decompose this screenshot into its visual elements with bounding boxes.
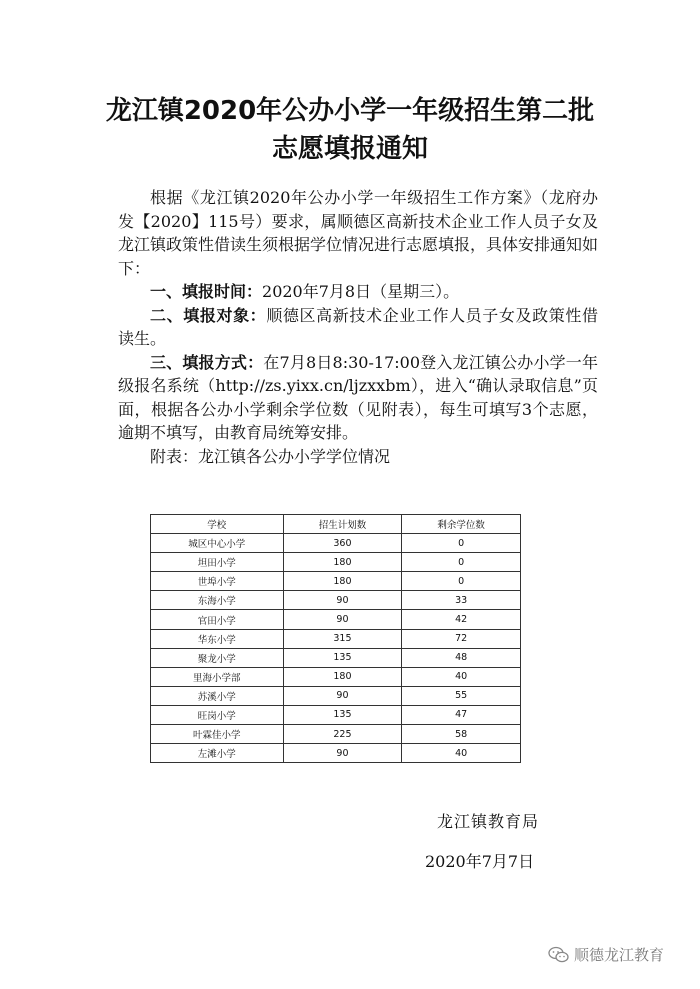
notice-body [118, 186, 598, 468]
cell-remaining: 0 [402, 553, 521, 572]
cell-remaining: 0 [402, 534, 521, 553]
cell-remaining: 55 [402, 686, 521, 705]
table-row [151, 648, 521, 667]
section-target [118, 304, 598, 351]
table-row [151, 744, 521, 763]
cell-remaining: 40 [402, 667, 521, 686]
cell-school: 聚龙小学 [151, 648, 284, 667]
wechat-icon [548, 946, 570, 964]
cell-plan: 180 [283, 667, 402, 686]
issuer-signature: 龙江镇教育局 [437, 812, 540, 831]
cell-remaining: 72 [402, 629, 521, 648]
cell-school: 叶霖佳小学 [151, 725, 284, 744]
table-row [151, 629, 521, 648]
cell-school: 华东小学 [151, 629, 284, 648]
title-line-1: 龙江镇2020年公办小学一年级招生第二批 [105, 96, 595, 126]
section-method-label: 三、填报方式： [150, 352, 264, 372]
cell-remaining: 48 [402, 648, 521, 667]
section-method [118, 351, 598, 445]
table-row [151, 686, 521, 705]
title-line-2: 志愿填报通知 [271, 134, 428, 164]
cell-plan: 315 [283, 629, 402, 648]
wechat-watermark [548, 944, 664, 965]
table-row [151, 534, 521, 553]
cell-remaining: 0 [402, 572, 521, 591]
section-time-label: 一、填报时间： [150, 282, 263, 301]
issue-date: 2020年7月7日 [425, 852, 535, 871]
cell-school: 东海小学 [151, 591, 284, 610]
header-school: 学校 [151, 515, 284, 534]
cell-school: 旺岗小学 [151, 705, 284, 724]
table-row [151, 667, 521, 686]
cell-remaining: 40 [402, 744, 521, 763]
watermark-text: 顺德龙江教育 [574, 946, 665, 964]
cell-plan: 180 [283, 553, 402, 572]
table-row [151, 705, 521, 724]
cell-school: 苏溪小学 [151, 686, 284, 705]
cell-plan: 180 [283, 572, 402, 591]
school-quota-table [150, 514, 521, 763]
appendix-caption: 附表：龙江镇各公办小学学位情况 [150, 446, 391, 466]
cell-plan: 225 [283, 725, 402, 744]
cell-remaining: 58 [402, 725, 521, 744]
cell-plan: 90 [283, 610, 402, 629]
section-target-label: 二、填报对象： [150, 305, 267, 325]
table-row [151, 572, 521, 591]
cell-school: 左滩小学 [151, 744, 284, 763]
table-row [151, 725, 521, 744]
cell-remaining: 42 [402, 610, 521, 629]
intro-paragraph: 根据《龙江镇2020年公办小学一年级招生工作方案》（龙府办发【2020】115号）要求，属顺德区高新技术企业工作人员子女及龙江镇政策性借读生须根据学位情况进行志愿填报，具体安排通知如下： [118, 188, 599, 278]
cell-school: 里海小学部 [151, 667, 284, 686]
cell-school: 官田小学 [151, 610, 284, 629]
cell-plan: 135 [283, 648, 402, 667]
cell-school: 世埠小学 [151, 572, 284, 591]
cell-remaining: 33 [402, 591, 521, 610]
cell-plan: 90 [283, 591, 402, 610]
cell-remaining: 47 [402, 705, 521, 724]
table-row [151, 591, 521, 610]
document-title [0, 92, 700, 168]
table-header-row [151, 515, 521, 534]
section-method-text: 在7月8日8:30-17:00登入龙江镇公办小学一年级报名系统（http://zs.yixx.cn/ljzxxbm），进入“确认录取信息”页面，根据各公办小学剩余学位数（见附表），每生可填写3个志愿，逾期不填写，由教育局统筹安排。 [118, 352, 598, 442]
header-remaining: 剩余学位数 [402, 515, 521, 534]
header-plan: 招生计划数 [283, 515, 402, 534]
section-time-text: 2020年7月8日（星期三）。 [262, 282, 460, 301]
section-time [118, 280, 598, 304]
cell-plan: 90 [283, 744, 402, 763]
cell-school: 坦田小学 [151, 553, 284, 572]
section-target-text: 顺德区高新技术企业工作人员子女及政策性借读生。 [118, 305, 598, 348]
table-row [151, 553, 521, 572]
table-row [151, 610, 521, 629]
cell-plan: 135 [283, 705, 402, 724]
cell-plan: 90 [283, 686, 402, 705]
cell-school: 城区中心小学 [151, 534, 284, 553]
cell-plan: 360 [283, 534, 402, 553]
